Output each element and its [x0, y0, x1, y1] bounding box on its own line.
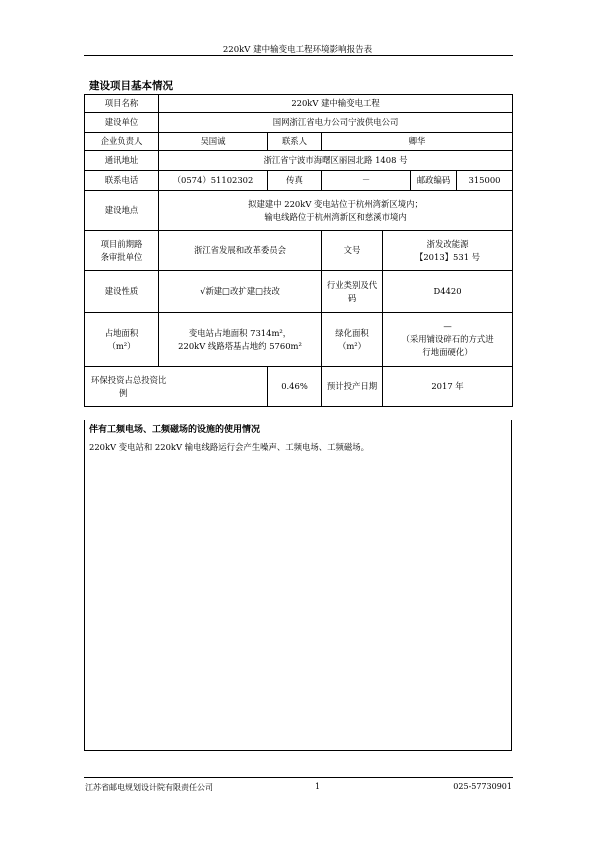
- row-approval: [85, 231, 513, 271]
- contact-label: 联系人: [268, 133, 322, 151]
- env-invest-label-line-2: 例: [119, 387, 128, 398]
- row-address: [85, 151, 513, 171]
- industry-label: [322, 271, 383, 313]
- location-value: [159, 191, 513, 231]
- area-label-line-1: 占地面积: [104, 327, 139, 338]
- legal-rep-value: 吴国诚: [159, 133, 268, 151]
- industry-code-value: D4420: [383, 271, 513, 313]
- unit-label: 建设单位: [85, 113, 159, 133]
- page-header: 220kV 建中输变电工程环境影响报告表: [222, 45, 373, 55]
- doc-no-value: [383, 231, 513, 271]
- location-line-1: 拟建建中 220kV 变电站位于杭州湾新区境内；: [248, 198, 423, 209]
- date-label: 预计投产日期: [322, 367, 383, 407]
- unit-value: 国网浙江省电力公司宁波供电公司: [159, 113, 513, 133]
- industry-label-line-1: 行业类别及代: [326, 279, 378, 290]
- row-legal-rep: [85, 133, 513, 151]
- fax-label: 传真: [268, 171, 322, 191]
- section-title: 建设项目基本情况: [89, 80, 173, 92]
- date-value: 2017 年: [383, 367, 513, 407]
- checkmark-icon: √: [200, 286, 206, 296]
- row-env-invest: [85, 367, 513, 407]
- row-phone: [85, 171, 513, 191]
- row-unit: [85, 113, 513, 133]
- row-area: [85, 313, 513, 367]
- phone-value: （0574）51102302: [159, 171, 268, 191]
- facility-usage-box: [84, 420, 512, 751]
- header-divider: [84, 55, 513, 56]
- approval-label-line-2: 条审批单位: [100, 251, 143, 262]
- nature-value: [159, 271, 322, 313]
- basic-info-table: [84, 94, 513, 407]
- facility-usage-text: 220kV 变电站和 220kV 输电线路运行会产生噪声、工频电场、工频磁场。: [89, 442, 369, 452]
- area-line-1: 变电站占地面积 7314m²，: [188, 327, 292, 338]
- row-nature: [85, 271, 513, 313]
- footer-page-number: 1: [315, 782, 321, 791]
- env-invest-label: [85, 367, 268, 407]
- contact-value: 卿华: [322, 133, 513, 151]
- doc-no-line-2: 【2013】531 号: [414, 251, 481, 262]
- footer-phone: 025-57730901: [453, 782, 512, 791]
- address-label: 通讯地址: [85, 151, 159, 171]
- env-invest-value: 0.46%: [268, 367, 322, 407]
- fax-value: －: [322, 171, 411, 191]
- green-label-line-2: （m²）: [337, 340, 367, 351]
- project-name-value: 220kV 建中输变电工程: [159, 95, 513, 113]
- green-value: [383, 313, 513, 367]
- footer-company: 江苏省邮电规划设计院有限责任公司: [85, 783, 213, 792]
- row-project-name: [85, 95, 513, 113]
- area-line-2: 220kV 线路塔基占地约 5760m²: [178, 340, 302, 351]
- postcode-value: 315000: [457, 171, 513, 191]
- nature-label: 建设性质: [85, 271, 159, 313]
- env-invest-label-line-1: 环保投资占总投资比: [91, 374, 167, 385]
- green-line-1: —: [443, 321, 452, 331]
- footer-divider: [84, 777, 513, 778]
- approval-label: [85, 231, 159, 271]
- green-line-3: 行地面硬化）: [422, 347, 473, 357]
- legal-rep-label: 企业负责人: [85, 133, 159, 151]
- doc-no-label: 文号: [322, 231, 383, 271]
- green-line-2: （采用铺设碎石的方式进: [401, 334, 494, 344]
- nature-options: 新建□改扩建□技改: [205, 286, 280, 296]
- green-label: [322, 313, 383, 367]
- doc-no-line-1: 浙发改能源: [426, 238, 469, 249]
- project-name-label: 项目名称: [85, 95, 159, 113]
- facility-usage-title: 伴有工频电场、工频磁场的设施的使用情况: [89, 425, 261, 435]
- row-location: [85, 191, 513, 231]
- industry-label-line-2: 码: [347, 292, 357, 303]
- postcode-label: 邮政编码: [411, 171, 457, 191]
- location-label: 建设地点: [85, 191, 159, 231]
- approval-label-line-1: 项目前期路: [100, 238, 143, 249]
- area-label-line-2: （m²）: [107, 340, 136, 351]
- area-value: [159, 313, 322, 367]
- location-line-2: 输电线路位于杭州湾新区和慈溪市境内: [264, 211, 407, 222]
- area-label: [85, 313, 159, 367]
- green-label-line-1: 绿化面积: [335, 327, 369, 338]
- approval-unit-value: 浙江省发展和改革委员会: [159, 231, 322, 271]
- phone-label: 联系电话: [85, 171, 159, 191]
- address-value: 浙江省宁波市海曙区丽园北路 1408 号: [159, 151, 513, 171]
